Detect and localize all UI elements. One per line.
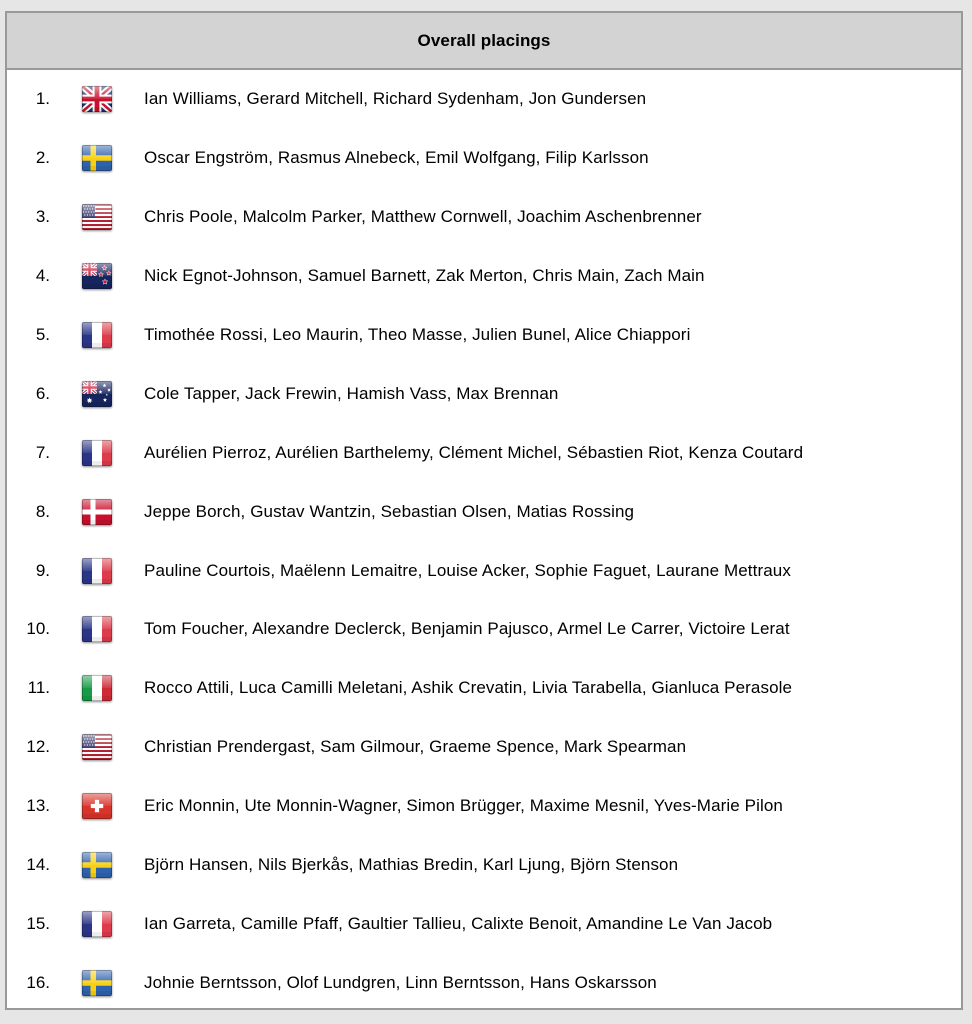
flag-icon-fr xyxy=(82,616,112,642)
table-row xyxy=(7,718,961,777)
flag-icon-ch xyxy=(82,793,112,819)
rank-label: 10. xyxy=(26,619,50,639)
rank-label: 1. xyxy=(35,89,50,109)
table-row xyxy=(7,777,961,836)
crew-names: Ian Garreta, Camille Pfaff, Gaultier Tallieu, Calixte Benoit, Amandine Le Van Jacob xyxy=(144,913,773,933)
placings-table xyxy=(5,11,963,1010)
rank-label: 9. xyxy=(35,560,50,580)
flag-icon-fr xyxy=(82,440,112,466)
flag-cell xyxy=(50,263,144,289)
table-row xyxy=(7,659,961,718)
crew-names: Cole Tapper, Jack Frewin, Hamish Vass, Max Brennan xyxy=(144,383,559,403)
flag-cell xyxy=(50,322,144,348)
table-row xyxy=(7,600,961,659)
rank-label: 8. xyxy=(35,501,50,521)
rank-label: 6. xyxy=(35,383,50,403)
flag-icon-au xyxy=(82,381,112,407)
table-row xyxy=(7,423,961,482)
rank-label: 2. xyxy=(35,148,50,168)
flag-icon-it xyxy=(82,675,112,701)
rank-label: 3. xyxy=(35,207,50,227)
rank-label: 7. xyxy=(35,442,50,462)
crew-names: Eric Monnin, Ute Monnin-Wagner, Simon Brügger, Maxime Mesnil, Yves-Marie Pilon xyxy=(144,796,783,816)
flag-cell xyxy=(50,86,144,112)
flag-icon-gb xyxy=(82,86,112,112)
crew-names: Jeppe Borch, Gustav Wantzin, Sebastian Olsen, Matias Rossing xyxy=(144,501,635,521)
crew-names: Nick Egnot-Johnson, Samuel Barnett, Zak Merton, Chris Main, Zach Main xyxy=(144,266,705,286)
flag-icon-se xyxy=(82,970,112,996)
flag-icon-nz xyxy=(82,263,112,289)
flag-cell xyxy=(50,970,144,996)
crew-names: Tom Foucher, Alexandre Declerck, Benjamin Pajusco, Armel Le Carrer, Victoire Lerat xyxy=(144,619,790,639)
flag-cell xyxy=(50,852,144,878)
crew-names: Timothée Rossi, Leo Maurin, Theo Masse, Julien Bunel, Alice Chiappori xyxy=(144,325,691,344)
crew-names: Ian Williams, Gerard Mitchell, Richard Sydenham, Jon Gundersen xyxy=(144,89,647,109)
table-row xyxy=(7,541,961,600)
table-row xyxy=(7,306,961,365)
table-row xyxy=(7,836,961,895)
flag-cell xyxy=(50,499,144,525)
flag-icon-fr xyxy=(82,911,112,937)
flag-icon-fr xyxy=(82,322,112,348)
table-row xyxy=(7,953,961,1012)
rank-label: 4. xyxy=(35,266,50,286)
crew-names: Oscar Engström, Rasmus Alnebeck, Emil Wolfgang, Filip Karlsson xyxy=(144,148,649,168)
rank-label: 14. xyxy=(26,855,50,875)
flag-cell xyxy=(50,734,144,760)
table-row xyxy=(7,894,961,953)
rank-label: 16. xyxy=(26,972,50,992)
flag-cell xyxy=(50,204,144,230)
table-row xyxy=(7,247,961,306)
rank-label: 12. xyxy=(26,737,50,757)
table-row xyxy=(7,364,961,423)
rank-label: 15. xyxy=(26,913,50,933)
crew-names: Pauline Courtois, Maëlenn Lemaitre, Louise Acker, Sophie Faguet, Laurane Mettraux xyxy=(144,560,791,580)
flag-icon-dk xyxy=(82,499,112,525)
flag-icon-se xyxy=(82,852,112,878)
flag-cell xyxy=(50,911,144,937)
flag-cell xyxy=(50,793,144,819)
page-title: Overall placings xyxy=(417,30,551,50)
rank-label: 13. xyxy=(26,796,50,816)
flag-cell xyxy=(50,675,144,701)
table-row xyxy=(7,482,961,541)
flag-cell xyxy=(50,145,144,171)
rank-label: 11. xyxy=(27,678,50,698)
table-row xyxy=(7,188,961,247)
flag-icon-se xyxy=(82,145,112,171)
crew-names: Johnie Berntsson, Olof Lundgren, Linn Berntsson, Hans Oskarsson xyxy=(144,972,657,992)
flag-icon-us xyxy=(82,734,112,760)
flag-cell xyxy=(50,440,144,466)
flag-cell xyxy=(50,558,144,584)
crew-names: Rocco Attili, Luca Camilli Meletani, Ashik Crevatin, Livia Tarabella, Gianluca Perasole xyxy=(144,678,793,698)
placings-body xyxy=(7,70,961,1012)
flag-icon-fr xyxy=(82,558,112,584)
crew-names: Christian Prendergast, Sam Gilmour, Graeme Spence, Mark Spearman xyxy=(144,737,687,757)
table-header xyxy=(7,13,961,70)
rank-label: 5. xyxy=(35,325,50,344)
flag-cell xyxy=(50,616,144,642)
table-row xyxy=(7,70,961,129)
crew-names: Chris Poole, Malcolm Parker, Matthew Cornwell, Joachim Aschenbrenner xyxy=(144,207,702,227)
table-row xyxy=(7,129,961,188)
crew-names: Björn Hansen, Nils Bjerkås, Mathias Bredin, Karl Ljung, Björn Stenson xyxy=(144,855,679,875)
flag-cell xyxy=(50,381,144,407)
crew-names: Aurélien Pierroz, Aurélien Barthelemy, Clément Michel, Sébastien Riot, Kenza Coutard xyxy=(144,442,804,462)
flag-icon-us xyxy=(82,204,112,230)
